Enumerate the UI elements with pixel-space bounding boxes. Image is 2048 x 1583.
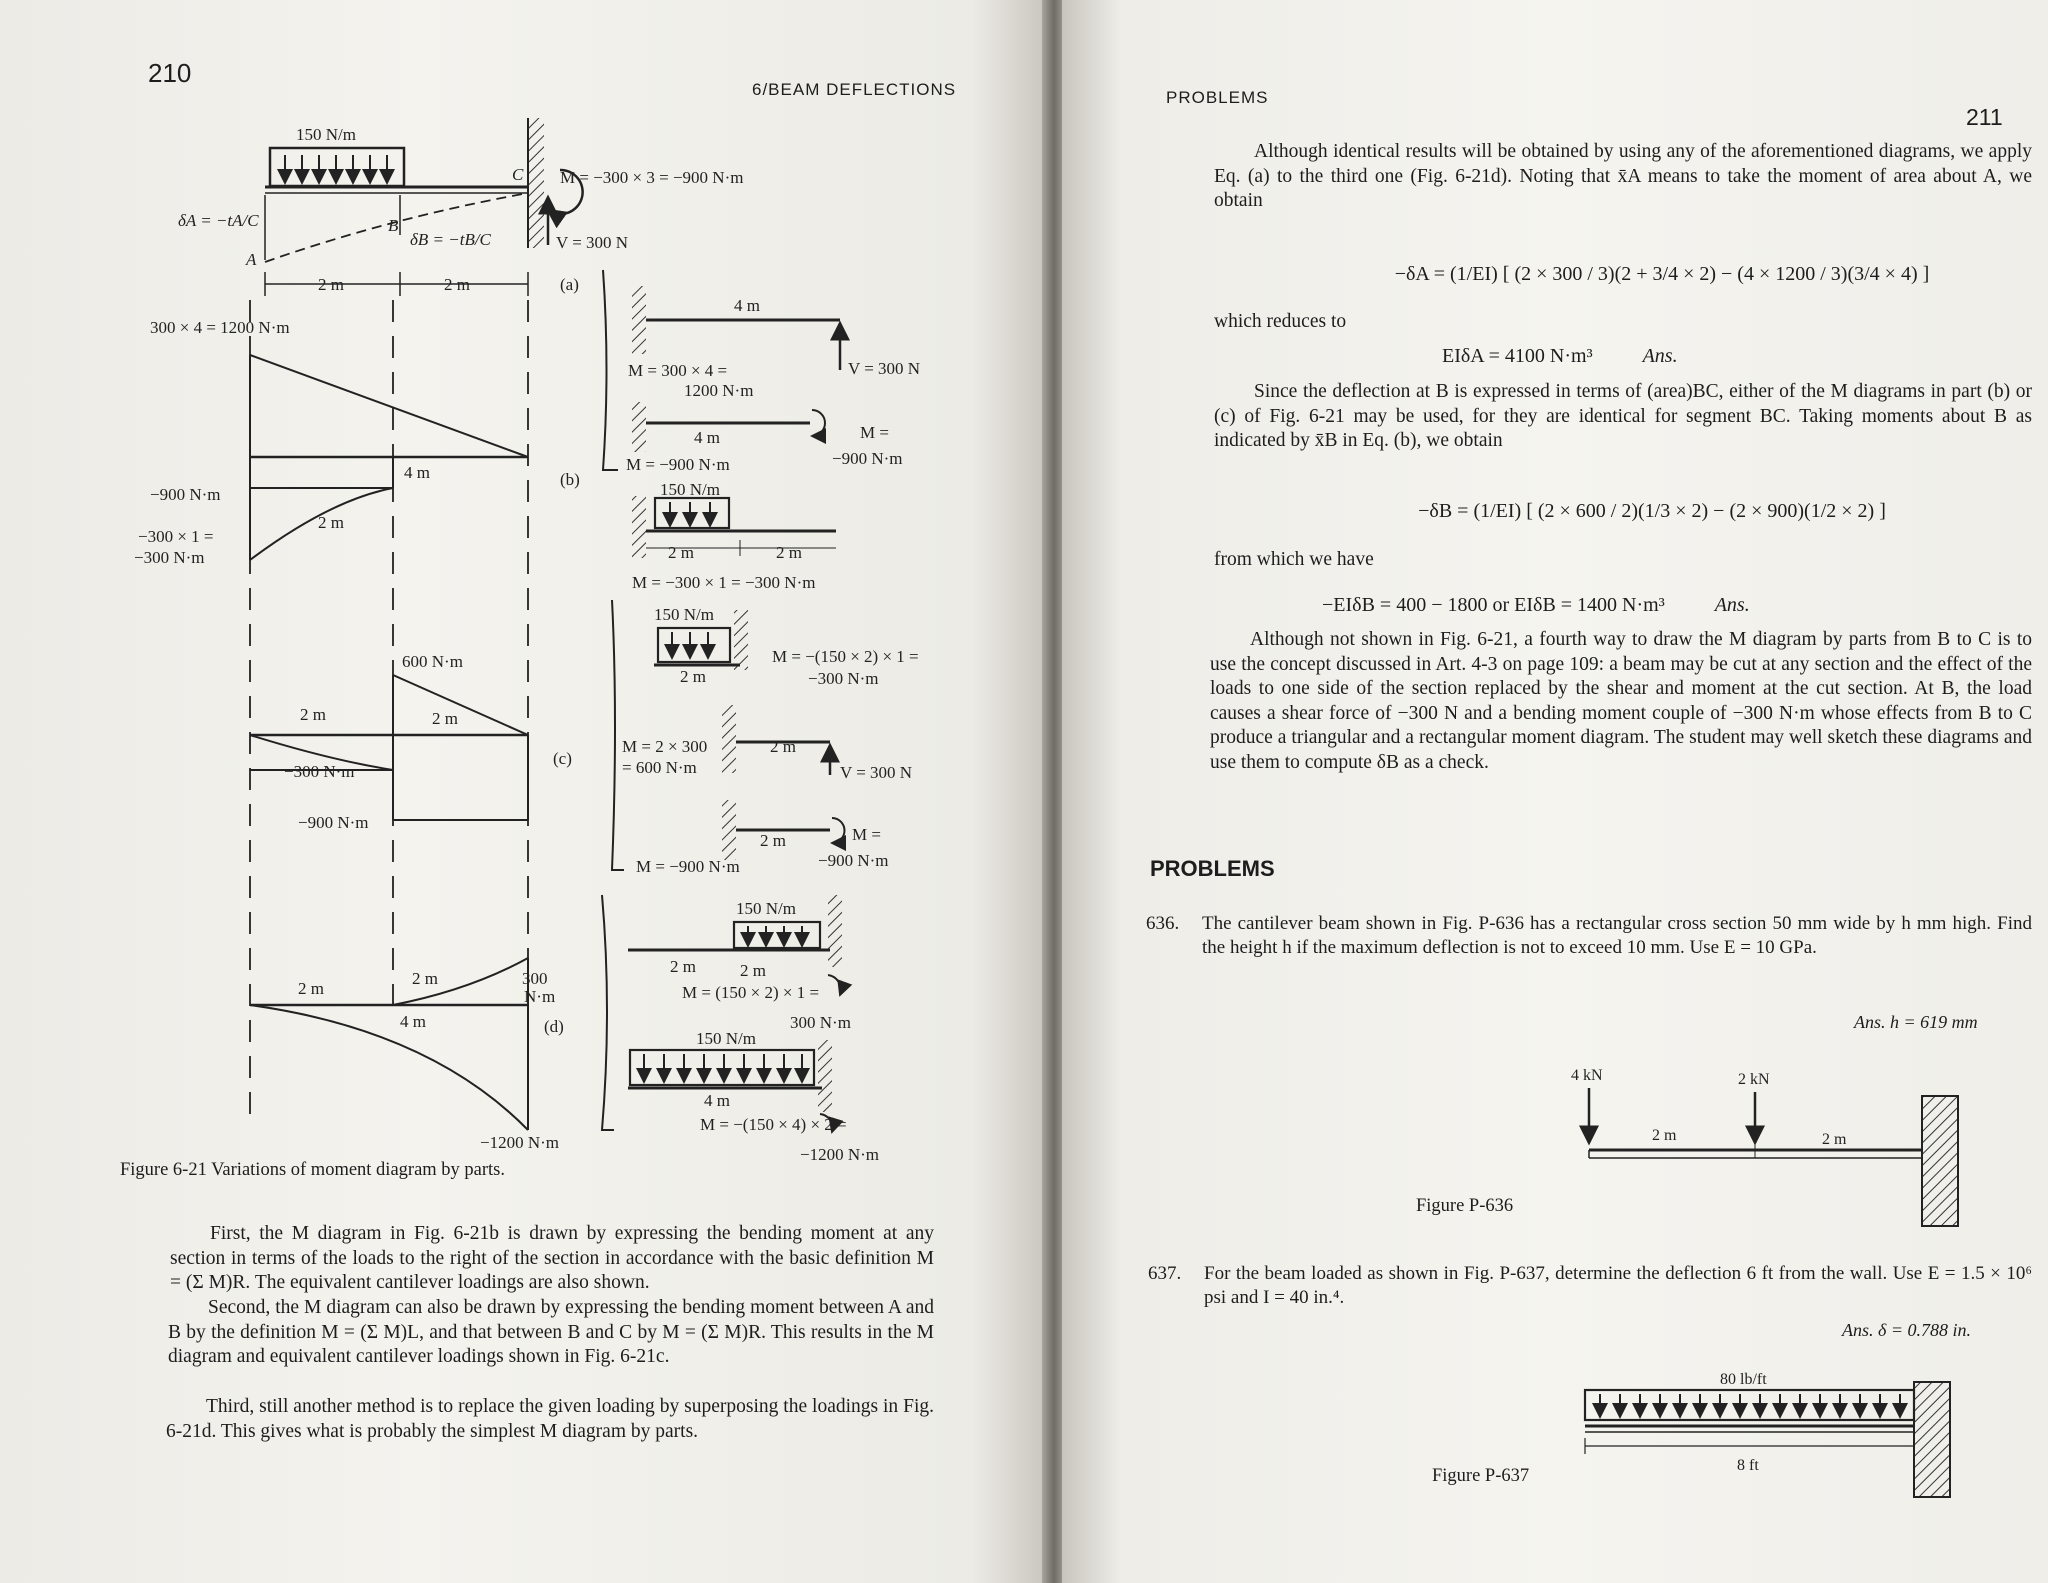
right-page xyxy=(1062,0,2048,1583)
part-tag: (d) xyxy=(544,1017,564,1036)
length-label: 8 ft xyxy=(1737,1457,1759,1474)
load-label: 150 N/m xyxy=(736,899,796,918)
diagram-d xyxy=(250,895,842,1132)
length-label: 4 m xyxy=(404,463,430,482)
moment-label: M = −300 × 1 = −300 N·m xyxy=(632,573,816,592)
dimension-label: 2 m xyxy=(1652,1127,1677,1144)
figure-6-21 xyxy=(0,0,1046,1170)
moment-label: 1200 N·m xyxy=(684,381,754,400)
problem-text: For the beam loaded as shown in Fig. P-637, determine the deflection 6 ft from the wall. Use E = 1.5 × 10⁶ psi and I = 40 in.⁴. xyxy=(1204,1263,2032,1308)
moment-value: −300 N·m xyxy=(284,762,355,781)
length-label: 2 m xyxy=(760,831,786,850)
problem-number: 636. xyxy=(1146,913,1180,934)
shear-label: V = 300 N xyxy=(556,233,629,252)
problem-text: The cantilever beam shown in Fig. P-636 has a rectangular cross section 50 mm wide by h mm high. Find the height h if the maximum deflection is not to exceed 10 mm. Use E = 10 GPa. xyxy=(1202,913,2032,958)
dimension-label: 2 m xyxy=(444,275,470,294)
answer: Ans. δ = 0.788 in. xyxy=(1842,1320,1972,1340)
page-number: 210 xyxy=(148,58,192,88)
length-label: 4 m xyxy=(400,1012,426,1031)
shear-label: V = 300 N xyxy=(840,763,913,782)
moment-label: M = −900 N·m xyxy=(626,455,730,474)
length-label: 2 m xyxy=(668,543,694,562)
part-tag: (c) xyxy=(553,749,572,768)
moment-label: M = 2 × 300 xyxy=(622,737,708,756)
dimension-label: 2 m xyxy=(1822,1131,1847,1148)
running-head: 6/BEAM DEFLECTIONS xyxy=(752,80,957,99)
point-c-label: C xyxy=(512,165,524,184)
figure-caption: Figure P-637 xyxy=(1432,1466,1530,1486)
problem-636 xyxy=(1146,912,2032,960)
moment-value: −300 N·m xyxy=(134,548,205,567)
moment-value: N·m xyxy=(524,987,556,1006)
moment-value: −1200 N·m xyxy=(480,1133,559,1152)
moment-value: −900 N·m xyxy=(150,485,221,504)
load-label: 150 N/m xyxy=(654,605,714,624)
paragraph: Third, still another method is to replace the given loading by superposing the loadings in Fig. 6-21d. This gives what is probably the simplest M diagram by parts. xyxy=(166,1396,934,1442)
length-label: 2 m xyxy=(298,979,324,998)
equation: −δB = (1/EI) [ (2 × 600 / 2)(1/3 × 2) − (2 × 900)(1/2 × 2) ] xyxy=(1418,500,1886,522)
part-tag: (b) xyxy=(560,470,580,489)
problem-637 xyxy=(1148,1262,2032,1310)
moment-value: 300 xyxy=(522,969,548,988)
length-label: 4 m xyxy=(734,296,760,315)
moment-label: −300 N·m xyxy=(808,669,879,688)
paragraph: Since the deflection at B is expressed in terms of (area)BC, either of the M diagrams in part (b) or (c) of Fig. 6-21 may be used, for they are identical for segment BC. Taking moments about B as indicated by x̄B in Eq. (b), we obtain xyxy=(1214,381,2032,451)
moment-label: M = (150 × 2) × 1 = xyxy=(682,983,820,1002)
moment-label: M = −300 × 3 = −900 N·m xyxy=(560,168,744,187)
paragraph: Although not shown in Fig. 6-21, a fourth way to draw the M diagram by parts from B to C is to use the concept discussed in Art. 4-3 on page 109: a beam may be cut at any section and the effect of the loads to one side of the section replaced by the shear and moment at the cut section. At B, the load causes a shear force of −300 N and a bending moment couple of −300 N·m whose effects from B to C produce a triangular and a rectangular moment diagram. The student may well sketch these diagrams and use them to compute δB as a check. xyxy=(1210,629,2032,773)
paragraph: First, the M diagram in Fig. 6-21b is drawn by expressing the bending moment at any section in terms of the loads to the right of the section in accordance with the basic definition M = (Σ M)R. The equivalent cantilever loadings are also shown. xyxy=(170,1223,934,1293)
length-label: 2 m xyxy=(770,737,796,756)
moment-value: 600 N·m xyxy=(402,652,463,671)
load-label: 2 kN xyxy=(1738,1071,1770,1088)
shear-label: V = 300 N xyxy=(848,359,921,378)
figure-p-636 xyxy=(1062,0,2048,1583)
equation: EIδA = 4100 N·m³ Ans. xyxy=(1442,345,1678,367)
delta-a-label: δA = −tA/C xyxy=(178,211,259,230)
paragraph: Although identical results will be obtained by using any of the aforementioned diagrams, we apply Eq. (a) to the third one (Fig. 6-21d). Noting that x̄A means to take the moment of area about A, we obtain xyxy=(1214,141,2032,211)
length-label: 2 m xyxy=(740,961,766,980)
moment-value: −900 N·m xyxy=(298,813,369,832)
moment-label: M = xyxy=(852,825,881,844)
running-head: PROBLEMS xyxy=(1166,88,1269,107)
point-a-label: A xyxy=(246,250,257,269)
length-label: 2 m xyxy=(776,543,802,562)
length-label: 4 m xyxy=(694,428,720,447)
dimension-label: 2 m xyxy=(318,275,344,294)
moment-label: M = −(150 × 2) × 1 = xyxy=(772,647,919,666)
moment-label: M = −(150 × 4) × 2 = xyxy=(700,1115,847,1134)
moment-label: −900 N·m xyxy=(818,851,889,870)
length-label: 4 m xyxy=(704,1091,730,1110)
moment-label: 300 N·m xyxy=(790,1013,851,1032)
length-label: 2 m xyxy=(412,969,438,988)
answer: Ans. h = 619 mm xyxy=(1854,1012,1978,1032)
problem-number: 637. xyxy=(1148,1263,1182,1284)
point-b-label: B xyxy=(388,216,399,235)
text-line: which reduces to xyxy=(1214,311,1347,332)
load-label: 150 N/m xyxy=(296,125,356,144)
equation: −δA = (1/EI) [ (2 × 300 / 3)(2 + 3/4 × 2) − (4 × 1200 / 3)(3/4 × 4) ] xyxy=(1394,263,1930,285)
moment-label: M = 300 × 4 = xyxy=(628,361,728,380)
length-label: 2 m xyxy=(670,957,696,976)
moment-label: = 600 N·m xyxy=(622,758,697,777)
diagram-a xyxy=(265,118,583,296)
length-label: 2 m xyxy=(318,513,344,532)
page-number: 211 xyxy=(1966,104,2003,130)
section-heading: PROBLEMS xyxy=(1150,856,1275,881)
part-tag: (a) xyxy=(560,275,579,294)
moment-label: M = −900 N·m xyxy=(636,857,740,876)
length-label: 2 m xyxy=(432,709,458,728)
load-label: 4 kN xyxy=(1571,1067,1603,1084)
figure-caption: Figure P-636 xyxy=(1416,1196,1514,1216)
equation: −EIδB = 400 − 1800 or EIδB = 1400 N·m³ Ans. xyxy=(1322,594,1750,616)
load-label: 80 lb/ft xyxy=(1720,1371,1767,1388)
moment-label: −900 N·m xyxy=(832,449,903,468)
moment-label: −1200 N·m xyxy=(800,1145,879,1164)
figure-caption: Figure 6-21 Variations of moment diagram by parts. xyxy=(120,1160,506,1180)
paragraph: Second, the M diagram can also be drawn by expressing the bending moment between A and B by the definition M = (Σ M)L, and that between B and C by M = (Σ M)R. This results in the M diagram and equivalent cantilever loadings shown in Fig. 6-21c. xyxy=(168,1297,934,1367)
moment-value: −300 × 1 = xyxy=(138,527,214,546)
delta-b-label: δB = −tB/C xyxy=(410,230,491,249)
moment-value: 300 × 4 = 1200 N·m xyxy=(150,318,290,337)
moment-label: M = xyxy=(860,423,889,442)
load-label: 150 N/m xyxy=(696,1029,756,1048)
length-label: 2 m xyxy=(300,705,326,724)
text-line: from which we have xyxy=(1214,549,1374,570)
load-label: 150 N/m xyxy=(660,480,720,499)
length-label: 2 m xyxy=(680,667,706,686)
